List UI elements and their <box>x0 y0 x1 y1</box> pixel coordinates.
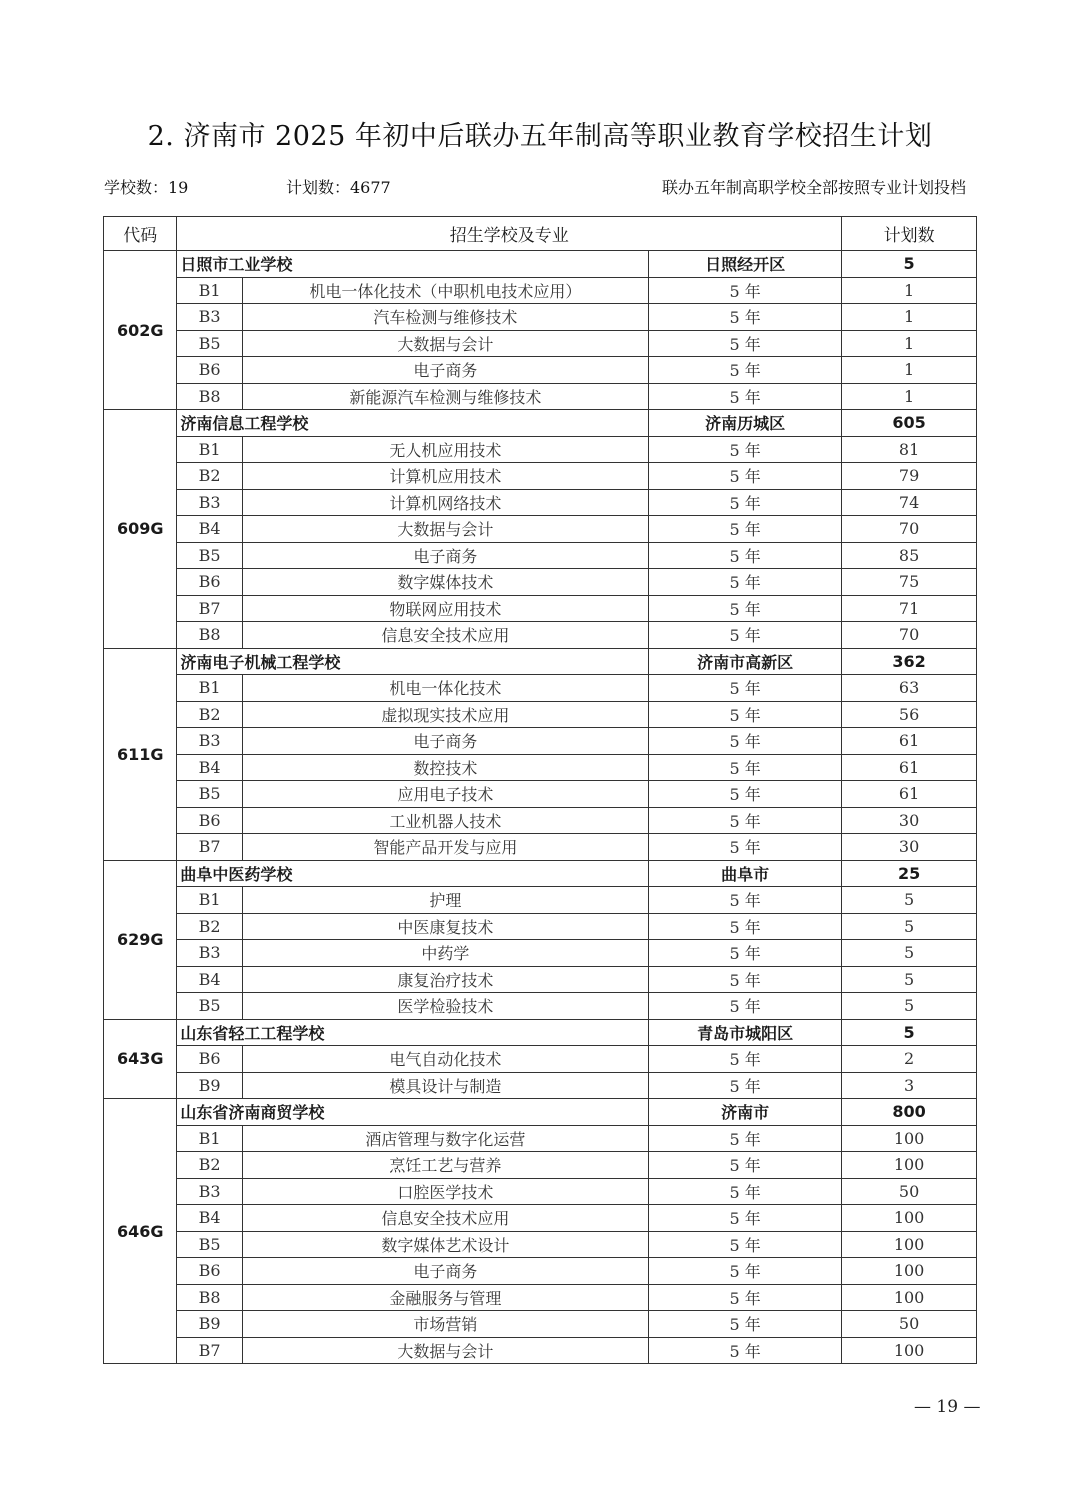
major-duration: 5 年 <box>649 277 842 304</box>
major-count: 71 <box>842 595 977 622</box>
major-row <box>104 754 977 781</box>
major-name: 大数据与会计 <box>242 330 648 357</box>
major-count: 1 <box>842 357 977 384</box>
major-row <box>104 1337 977 1364</box>
school-total: 605 <box>842 410 977 437</box>
major-name: 新能源汽车检测与维修技术 <box>242 383 648 410</box>
header-count: 计划数 <box>842 217 977 251</box>
major-name: 计算机应用技术 <box>242 463 648 490</box>
plan-count: 计划数：4677 <box>286 178 391 197</box>
major-count: 100 <box>842 1337 977 1364</box>
major-code: B6 <box>177 1046 242 1073</box>
page-title: 2. 济南市 2025 年初中后联办五年制高等职业教育学校招生计划 <box>147 121 933 152</box>
major-row <box>104 1311 977 1338</box>
major-duration: 5 年 <box>649 834 842 861</box>
major-code: B6 <box>177 1258 242 1285</box>
major-code: B8 <box>177 622 242 649</box>
school-code: 646G <box>104 1099 177 1364</box>
school-name: 济南信息工程学校 <box>177 410 649 437</box>
major-duration: 5 年 <box>649 701 842 728</box>
major-count: 1 <box>842 277 977 304</box>
major-count: 81 <box>842 436 977 463</box>
major-name: 电子商务 <box>242 728 648 755</box>
major-row <box>104 834 977 861</box>
major-code: B1 <box>177 1125 242 1152</box>
major-code: B9 <box>177 1311 242 1338</box>
major-duration: 5 年 <box>649 357 842 384</box>
major-row <box>104 728 977 755</box>
major-duration: 5 年 <box>649 569 842 596</box>
major-name: 口腔医学技术 <box>242 1178 648 1205</box>
major-count: 50 <box>842 1311 977 1338</box>
major-name: 中医康复技术 <box>242 913 648 940</box>
major-count: 5 <box>842 940 977 967</box>
major-count: 70 <box>842 622 977 649</box>
major-count: 1 <box>842 383 977 410</box>
major-name: 数字媒体技术 <box>242 569 648 596</box>
major-row <box>104 781 977 808</box>
major-name: 电子商务 <box>242 1258 648 1285</box>
major-count: 30 <box>842 807 977 834</box>
major-code: B7 <box>177 1337 242 1364</box>
major-row <box>104 489 977 516</box>
major-row <box>104 701 977 728</box>
major-code: B8 <box>177 1284 242 1311</box>
major-count: 5 <box>842 887 977 914</box>
major-code: B7 <box>177 834 242 861</box>
major-duration: 5 年 <box>649 1205 842 1232</box>
major-duration: 5 年 <box>649 913 842 940</box>
major-duration: 5 年 <box>649 1337 842 1364</box>
school-row <box>104 860 977 887</box>
major-count: 5 <box>842 993 977 1020</box>
major-code: B1 <box>177 675 242 702</box>
major-row <box>104 940 977 967</box>
major-name: 大数据与会计 <box>242 1337 648 1364</box>
major-duration: 5 年 <box>649 966 842 993</box>
school-name: 山东省济南商贸学校 <box>177 1099 649 1126</box>
major-name: 电子商务 <box>242 357 648 384</box>
major-name: 烹饪工艺与营养 <box>242 1152 648 1179</box>
major-duration: 5 年 <box>649 675 842 702</box>
page-number: — 19 — <box>914 1397 981 1417</box>
major-row <box>104 807 977 834</box>
major-name: 智能产品开发与应用 <box>242 834 648 861</box>
major-code: B1 <box>177 436 242 463</box>
major-count: 61 <box>842 781 977 808</box>
school-total: 5 <box>842 1019 977 1046</box>
major-duration: 5 年 <box>649 754 842 781</box>
major-row <box>104 277 977 304</box>
major-count: 100 <box>842 1125 977 1152</box>
major-code: B3 <box>177 304 242 331</box>
major-row <box>104 516 977 543</box>
school-location: 济南市 <box>649 1099 842 1126</box>
major-count: 100 <box>842 1258 977 1285</box>
major-name: 汽车检测与维修技术 <box>242 304 648 331</box>
major-code: B4 <box>177 754 242 781</box>
major-name: 医学检验技术 <box>242 993 648 1020</box>
admission-note: 联办五年制高职学校全部按照专业计划投档 <box>661 178 966 197</box>
major-duration: 5 年 <box>649 436 842 463</box>
major-code: B6 <box>177 807 242 834</box>
major-code: B9 <box>177 1072 242 1099</box>
major-row <box>104 887 977 914</box>
major-row <box>104 1205 977 1232</box>
major-row <box>104 913 977 940</box>
major-name: 物联网应用技术 <box>242 595 648 622</box>
major-count: 63 <box>842 675 977 702</box>
header-school-major: 招生学校及专业 <box>177 217 842 251</box>
major-name: 大数据与会计 <box>242 516 648 543</box>
major-code: B6 <box>177 569 242 596</box>
school-name: 日照市工业学校 <box>177 251 649 278</box>
enrollment-plan-table <box>103 216 977 1364</box>
major-duration: 5 年 <box>649 1178 842 1205</box>
major-duration: 5 年 <box>649 595 842 622</box>
school-total: 362 <box>842 648 977 675</box>
school-row <box>104 1099 977 1126</box>
major-name: 中药学 <box>242 940 648 967</box>
major-code: B5 <box>177 330 242 357</box>
school-location: 日照经开区 <box>649 251 842 278</box>
table-header-row <box>104 217 977 251</box>
major-row <box>104 330 977 357</box>
major-duration: 5 年 <box>649 940 842 967</box>
school-total: 800 <box>842 1099 977 1126</box>
major-count: 100 <box>842 1152 977 1179</box>
major-code: B5 <box>177 993 242 1020</box>
major-name: 康复治疗技术 <box>242 966 648 993</box>
major-row <box>104 1178 977 1205</box>
major-duration: 5 年 <box>649 1258 842 1285</box>
major-duration: 5 年 <box>649 304 842 331</box>
school-code: 643G <box>104 1019 177 1099</box>
major-name: 信息安全技术应用 <box>242 1205 648 1232</box>
major-name: 数字媒体艺术设计 <box>242 1231 648 1258</box>
major-count: 61 <box>842 728 977 755</box>
major-row <box>104 675 977 702</box>
major-name: 电气自动化技术 <box>242 1046 648 1073</box>
major-name: 电子商务 <box>242 542 648 569</box>
major-row <box>104 1284 977 1311</box>
school-code: 609G <box>104 410 177 649</box>
school-location: 青岛市城阳区 <box>649 1019 842 1046</box>
major-name: 模具设计与制造 <box>242 1072 648 1099</box>
major-row <box>104 1258 977 1285</box>
major-count: 1 <box>842 330 977 357</box>
school-code: 629G <box>104 860 177 1019</box>
major-code: B2 <box>177 913 242 940</box>
major-count: 85 <box>842 542 977 569</box>
major-name: 无人机应用技术 <box>242 436 648 463</box>
major-code: B3 <box>177 940 242 967</box>
major-row <box>104 463 977 490</box>
major-code: B3 <box>177 489 242 516</box>
school-count: 学校数：19 <box>104 178 189 197</box>
summary-line <box>104 175 966 199</box>
major-row <box>104 304 977 331</box>
school-total: 5 <box>842 251 977 278</box>
major-row <box>104 569 977 596</box>
table-body <box>104 251 977 1364</box>
school-row <box>104 1019 977 1046</box>
major-count: 56 <box>842 701 977 728</box>
major-row <box>104 993 977 1020</box>
major-row <box>104 1152 977 1179</box>
major-name: 应用电子技术 <box>242 781 648 808</box>
major-code: B5 <box>177 542 242 569</box>
major-name: 护理 <box>242 887 648 914</box>
school-name: 山东省轻工工程学校 <box>177 1019 649 1046</box>
major-row <box>104 595 977 622</box>
major-code: B4 <box>177 966 242 993</box>
major-code: B4 <box>177 516 242 543</box>
major-duration: 5 年 <box>649 1231 842 1258</box>
school-name: 济南电子机械工程学校 <box>177 648 649 675</box>
major-row <box>104 542 977 569</box>
major-row <box>104 1046 977 1073</box>
major-duration: 5 年 <box>649 463 842 490</box>
major-row <box>104 1072 977 1099</box>
major-code: B6 <box>177 357 242 384</box>
school-location: 济南市高新区 <box>649 648 842 675</box>
major-code: B5 <box>177 1231 242 1258</box>
major-duration: 5 年 <box>649 728 842 755</box>
major-duration: 5 年 <box>649 1284 842 1311</box>
major-row <box>104 622 977 649</box>
major-row <box>104 966 977 993</box>
school-row <box>104 410 977 437</box>
school-code: 611G <box>104 648 177 860</box>
major-row <box>104 1125 977 1152</box>
major-name: 市场营销 <box>242 1311 648 1338</box>
major-code: B1 <box>177 887 242 914</box>
major-count: 100 <box>842 1205 977 1232</box>
major-duration: 5 年 <box>649 1072 842 1099</box>
major-count: 100 <box>842 1231 977 1258</box>
major-duration: 5 年 <box>649 383 842 410</box>
major-code: B5 <box>177 781 242 808</box>
major-name: 数控技术 <box>242 754 648 781</box>
major-name: 机电一体化技术（中职机电技术应用） <box>242 277 648 304</box>
major-name: 机电一体化技术 <box>242 675 648 702</box>
major-code: B7 <box>177 595 242 622</box>
major-duration: 5 年 <box>649 781 842 808</box>
school-row <box>104 648 977 675</box>
major-duration: 5 年 <box>649 516 842 543</box>
major-code: B2 <box>177 463 242 490</box>
school-location: 济南历城区 <box>649 410 842 437</box>
major-count: 61 <box>842 754 977 781</box>
major-code: B4 <box>177 1205 242 1232</box>
major-name: 酒店管理与数字化运营 <box>242 1125 648 1152</box>
major-duration: 5 年 <box>649 542 842 569</box>
major-code: B2 <box>177 1152 242 1179</box>
major-count: 75 <box>842 569 977 596</box>
major-count: 3 <box>842 1072 977 1099</box>
major-duration: 5 年 <box>649 993 842 1020</box>
major-count: 100 <box>842 1284 977 1311</box>
major-duration: 5 年 <box>649 1125 842 1152</box>
major-name: 金融服务与管理 <box>242 1284 648 1311</box>
major-duration: 5 年 <box>649 622 842 649</box>
major-duration: 5 年 <box>649 330 842 357</box>
major-duration: 5 年 <box>649 1311 842 1338</box>
school-location: 曲阜市 <box>649 860 842 887</box>
major-code: B3 <box>177 728 242 755</box>
major-count: 70 <box>842 516 977 543</box>
major-duration: 5 年 <box>649 1152 842 1179</box>
major-count: 5 <box>842 966 977 993</box>
major-count: 50 <box>842 1178 977 1205</box>
major-name: 工业机器人技术 <box>242 807 648 834</box>
major-count: 74 <box>842 489 977 516</box>
major-duration: 5 年 <box>649 1046 842 1073</box>
school-row <box>104 251 977 278</box>
major-count: 2 <box>842 1046 977 1073</box>
major-count: 1 <box>842 304 977 331</box>
major-name: 计算机网络技术 <box>242 489 648 516</box>
major-duration: 5 年 <box>649 489 842 516</box>
school-code: 602G <box>104 251 177 410</box>
header-code: 代码 <box>104 217 177 251</box>
major-code: B1 <box>177 277 242 304</box>
major-code: B3 <box>177 1178 242 1205</box>
major-row <box>104 1231 977 1258</box>
major-duration: 5 年 <box>649 887 842 914</box>
major-name: 信息安全技术应用 <box>242 622 648 649</box>
major-name: 虚拟现实技术应用 <box>242 701 648 728</box>
major-count: 30 <box>842 834 977 861</box>
major-code: B8 <box>177 383 242 410</box>
major-code: B2 <box>177 701 242 728</box>
school-total: 25 <box>842 860 977 887</box>
school-name: 曲阜中医药学校 <box>177 860 649 887</box>
major-row <box>104 383 977 410</box>
major-row <box>104 357 977 384</box>
major-count: 5 <box>842 913 977 940</box>
major-count: 79 <box>842 463 977 490</box>
major-row <box>104 436 977 463</box>
major-duration: 5 年 <box>649 807 842 834</box>
